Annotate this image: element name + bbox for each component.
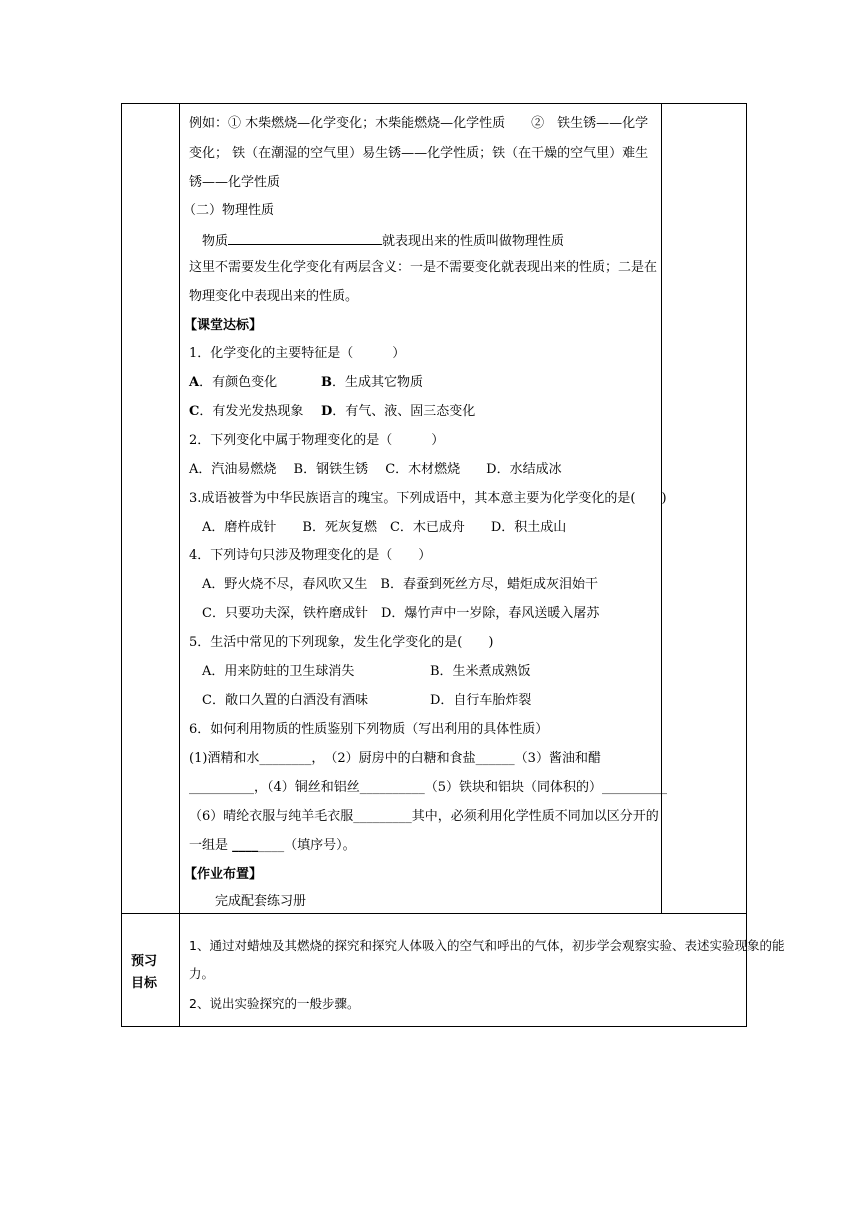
question-2-options: A．汽油易燃烧 B．钢铁生锈 C．木材燃烧 D．水结成冰: [189, 462, 562, 477]
answer-prefix: 一组是: [189, 838, 233, 853]
question-3-options: A．磨杵成针 B．死灰复燃 C．木已成舟 D．积土成山: [202, 520, 567, 535]
option-d-text: ．有气、液、固三态变化: [332, 404, 476, 419]
question-5-option-b: B．生米煮成熟饭: [430, 664, 531, 679]
example-line-2: 变化； 铁（在潮湿的空气里）易生锈——化学性质；铁（在干燥的空气里）难生: [189, 146, 649, 161]
question-5: 5．生活中常见的下列现象，发生化学变化的是( ): [189, 635, 494, 650]
question-5-option-a: A．用来防蛀的卫生球消失: [202, 664, 355, 679]
answer-blank: ____: [232, 838, 259, 853]
physical-property-heading: （二）物理性质: [183, 203, 275, 218]
goal-1-line-1: 1、通过对蜡烛及其燃烧的探究和探究人体吸入的空气和呼出的气体，初步学会观察实验、表述实验现象的能: [189, 938, 785, 953]
preview-goal-label-line-2: 目标: [131, 976, 158, 991]
question-4-options-cd: C．只要功夫深，铁杵磨成针 D．爆竹声中一岁除，春风送暖入屠苏: [202, 606, 600, 621]
table-column-divider-left: [179, 103, 180, 1027]
table-border-bottom: [121, 1026, 747, 1027]
question-6: 6．如何利用物质的性质鉴别下列物质（写出利用的具体性质）: [189, 722, 549, 737]
question-4: 4．下列诗句只涉及物理变化的是（ ）: [189, 548, 432, 563]
example-line-1: 例如：① 木柴燃烧—化学变化；木柴能燃烧—化学性质 ② 铁生锈——化学: [189, 116, 649, 131]
goal-2: 2、说出实验探究的一般步骤。: [189, 996, 360, 1011]
question-5-option-c: C．敞口久置的白酒没有酒味: [202, 693, 368, 708]
question-6-line-2: __________，（4）铜丝和铝丝__________（5）铁块和铝块（同体积的）__________: [189, 780, 668, 795]
homework-heading: 【作业布置】: [184, 867, 263, 882]
table-border-right: [746, 103, 747, 1027]
physical-property-definition: [202, 230, 564, 251]
question-4-options-ab: A．野火烧不尽，春风吹又生 B．春蚕到死丝方尽，蜡炬成灰泪始干: [202, 577, 598, 592]
option-c-key: C: [189, 404, 200, 419]
question-6-line-4: [189, 837, 356, 855]
option-d-key: D: [321, 404, 333, 419]
question-2: 2．下列变化中属于物理变化的是（ ）: [189, 433, 445, 448]
question-1-option-c: [189, 403, 303, 421]
definition-prefix: 物质: [202, 234, 229, 249]
option-b-text: ．生成其它物质: [332, 375, 424, 390]
question-3: 3.成语被誉为中华民族语言的瑰宝。下列成语中，其本意主要为化学变化的是( ): [189, 491, 667, 506]
definition-blank: [228, 230, 382, 245]
goal-1-line-2: 力。: [189, 966, 215, 981]
option-b-key: B: [321, 375, 332, 390]
definition-suffix: 就表现出来的性质叫做物理性质: [382, 234, 565, 249]
option-c-text: ．有发光发热现象: [199, 404, 304, 419]
explanation-line-2: 物理变化中表现出来的性质。: [189, 289, 359, 304]
option-a-text: ．有颜色变化: [199, 375, 278, 390]
question-1-option-a: [189, 374, 277, 392]
example-line-3: 锈——化学性质: [189, 175, 281, 190]
question-6-line-1: (1)酒精和水________， （2）厨房中的白糖和食盐______（3）酱油和醋: [189, 751, 601, 766]
question-6-line-3: （6）晴纶衣服与纯羊毛衣服_________其中，必须利用化学性质不同加以区分开的: [189, 809, 659, 824]
preview-goal-label-line-1: 预习: [131, 954, 158, 969]
table-border-middle: [121, 913, 747, 914]
question-5-option-d: D．自行车胎炸裂: [430, 693, 532, 708]
question-1-option-d: [321, 403, 475, 421]
option-a-key: A: [189, 375, 200, 390]
explanation-line-1: 这里不需要发生化学变化有两层含义：一是不需要变化就表现出来的性质；二是在: [189, 260, 658, 275]
table-border-left: [121, 103, 122, 1027]
class-exercise-heading: 【课堂达标】: [184, 318, 263, 333]
table-border-top: [121, 103, 747, 104]
question-1-option-b: [321, 374, 423, 392]
homework-text: 完成配套练习册: [215, 894, 307, 909]
answer-suffix: ____（填序号）。: [258, 838, 356, 853]
question-1: 1．化学变化的主要特征是（ ）: [189, 346, 406, 361]
